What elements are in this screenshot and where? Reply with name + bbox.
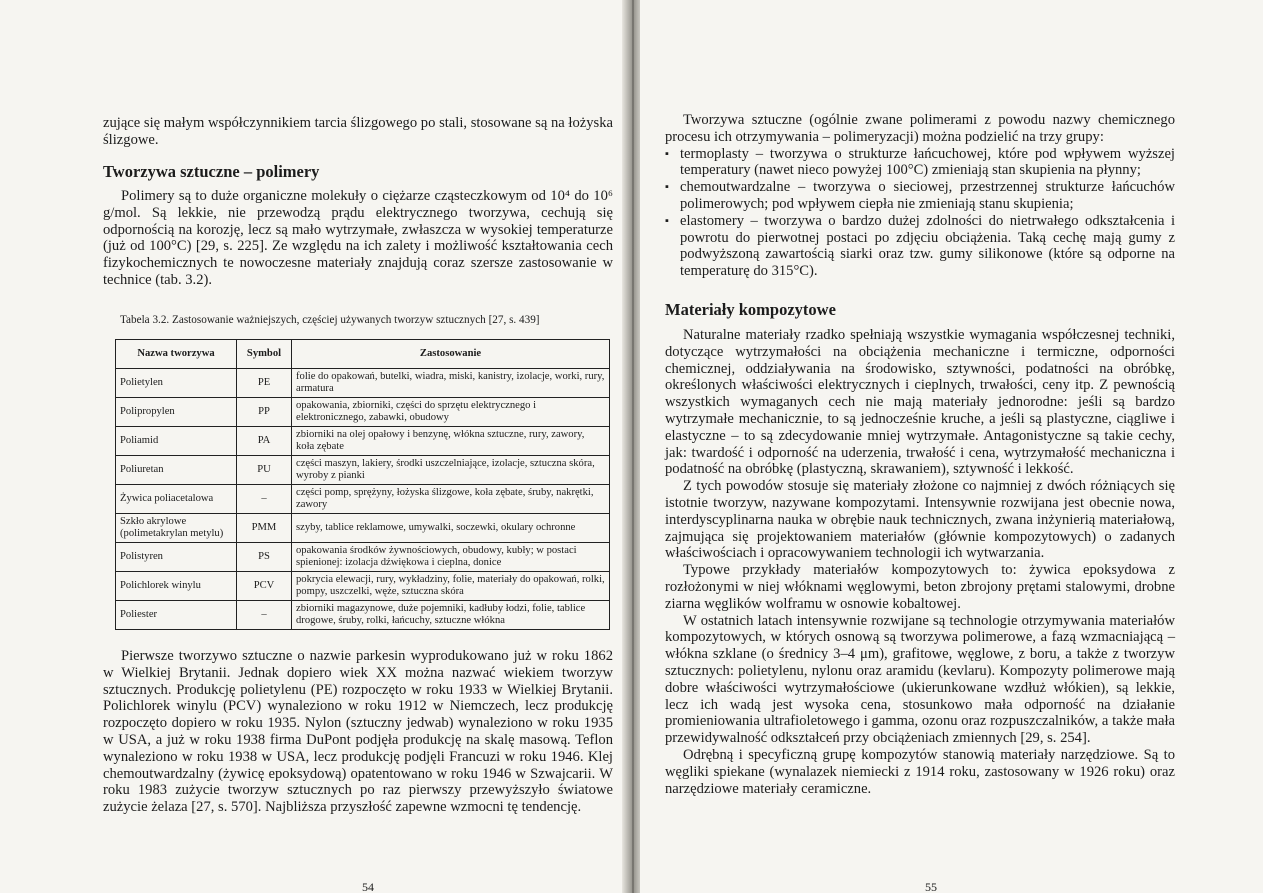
- table-cell-name: Szkło akrylowe (polimetakrylan metylu): [116, 514, 237, 543]
- table-cell-use: części maszyn, lakiery, środki uszczelniające, izolacje, sztuczna skóra, wyroby z pianki: [292, 456, 610, 485]
- history-paragraph: [103, 648, 613, 816]
- table-cell-use: pokrycia elewacji, rury, wykładziny, folie, materiały do opakowań, rolki, pompy, uszczelki, węże, sztuczna skóra: [292, 572, 610, 601]
- table-cell-name: Poliuretan: [116, 456, 237, 485]
- table-row: [116, 543, 610, 572]
- paragraph: Polimery są to duże organiczne molekuły o ciężarze cząsteczkowym od 10⁴ do 10⁶ g/mol. Są lekkie, nie przewodzą prądu elektrycznego tworzywa, cechują się odpornością na korozję, lecz są mało wytrzymałe, zwłaszcza w wysokiej temperaturze (już od 100°C) [29, s. 225]. Ze względu na ich zalety i możliwość kształtowania cech fizykochemicznych te nowoczesne materiały znajdują coraz szersze zastosowanie w technice (tab. 3.2).: [103, 188, 613, 288]
- table-row: [116, 514, 610, 543]
- page-number-right: 55: [925, 880, 937, 893]
- table-header: Nazwa tworzywa: [116, 340, 237, 369]
- polymers-paragraph: [103, 188, 613, 289]
- section-heading-polymers: Tworzywa sztuczne – polimery: [103, 162, 320, 181]
- polymer-groups-list: [665, 146, 1175, 280]
- paragraph: Naturalne materiały rzadko spełniają wszystkie wymagania współczesnej techniki, dotyczące wytrzymałości na obciążenia mechaniczne i termiczne, odporności chemicznej, oddziaływania na środowisko, sztywności, podatności na obróbkę, określonych właściwości elektrycznych i cieplnych, trwałości, ceny itp. Z pewnością wszystkich wymaganych cech nie mają materiały jednorodne: jeśli są bardzo wytrzymałe mechanicznie, to są jednocześnie kruche, a jeśli są plastyczne, ciągliwe i elastyczne – to są zdecydowanie mniej wytrzymałe. Antagonistyczne są takie cechy, jak: twardość i odporność na uderzenia, trwałość i cena, wytrzymałość mechaniczna i podatność na obróbkę (plastyczną, skrawaniem), sztywność i lekkość.: [665, 327, 1175, 478]
- paragraph: Pierwsze tworzywo sztuczne o nazwie parkesin wyprodukowano już w roku 1862 w Wielkiej Brytanii. Jednak dopiero wiek XX można nazwać wiekiem tworzyw sztucznych. Produkcję polietylenu (PE) rozpoczęto w roku 1933 w Wielkiej Brytanii. Polichlorek winylu (PCV) wynaleziono w roku 1912 w Niemczech, lecz produkcję rozpoczęto dopiero w roku 1935. Nylon (sztuczny jedwab) wynaleziono w roku 1935 w USA, a już w roku 1938 firma DuPont podjęła produkcję na skalę masową. Teflon wynaleziono w roku 1938 w USA, lecz produkcję podjęli Francuzi w roku 1946. Klej chemoutwardzalny (żywicę epoksydową) opatentowano w roku 1946 w Szwajcarii. W roku 1983 zużycie tworzyw sztucznych po raz pierwszy przewyższyło światowe zużycie żelaza [27, s. 570]. Najbliższa przyszłość zapewne wzmocni tę tendencję.: [103, 648, 613, 816]
- table-row: [116, 485, 610, 514]
- page-number-left: 54: [362, 880, 374, 893]
- table-cell-symbol: PP: [237, 398, 292, 427]
- table-row: [116, 456, 610, 485]
- table-cell-name: Polichlorek winylu: [116, 572, 237, 601]
- table-cell-symbol: PS: [237, 543, 292, 572]
- table-header: Symbol: [237, 340, 292, 369]
- table-header: Zastosowanie: [292, 340, 610, 369]
- table-cell-symbol: PE: [237, 369, 292, 398]
- list-item: ▪ elastomery – tworzywa o bardzo dużej zdolności do nietrwałego odkształcenia i powrotu do pierwotnej postaci po zdjęciu obciążenia. Taką cechę mają gumy z podwyższoną zawartością siarki oraz tzw. gumy silikonowe (które są odporne na temperaturę do 315°C).: [665, 213, 1175, 280]
- table-row: [116, 369, 610, 398]
- paragraph: Typowe przykłady materiałów kompozytowych to: żywica epoksydowa z rozłożonymi w niej włóknami węglowymi, beton zbrojony prętami stalowymi, drobne ziarna węglików wolframu w osnowie kobaltowej.: [665, 562, 1175, 612]
- table-caption: Tabela 3.2. Zastosowanie ważniejszych, częściej używanych tworzyw sztucznych [27, s. 439]: [120, 314, 540, 326]
- table-cell-use: folie do opakowań, butelki, wiadra, miski, kanistry, izolacje, worki, rury, armatura: [292, 369, 610, 398]
- paragraph: Tworzywa sztuczne (ogólnie zwane polimerami z powodu nazwy chemicznego procesu ich otrzymywania – polimeryzacji) można podzielić na trzy grupy:: [665, 112, 1175, 145]
- left-page: [0, 0, 628, 893]
- right-page: [640, 0, 1263, 893]
- table-cell-symbol: PMM: [237, 514, 292, 543]
- table-cell-symbol: PA: [237, 427, 292, 456]
- table-cell-use: opakowania, zbiorniki, części do sprzętu elektrycznego i elektronicznego, zabawki, obudowy: [292, 398, 610, 427]
- table-cell-name: Polipropylen: [116, 398, 237, 427]
- table-cell-symbol: –: [237, 601, 292, 630]
- table-row: [116, 398, 610, 427]
- left-intro-paragraph: [103, 115, 613, 149]
- plastics-usage-table: [115, 339, 610, 630]
- table-cell-use: zbiorniki magazynowe, duże pojemniki, kadłuby łodzi, folie, tablice drogowe, śruby, rolki, łańcuchy, sztuczne włókna: [292, 601, 610, 630]
- table-cell-use: zbiorniki na olej opałowy i benzynę, włókna sztuczne, rury, zawory, koła zębate: [292, 427, 610, 456]
- paragraph: Odrębną i specyficzną grupę kompozytów stanowią materiały narzędziowe. Są to węgliki spiekane (wynalazek niemiecki z 1914 roku, zastosowany w 1926 roku) oraz narzędziowe materiały ceramiczne.: [665, 746, 1175, 797]
- composites-text: [665, 327, 1175, 797]
- paragraph: W ostatnich latach intensywnie rozwijane są technologie otrzymywania materiałów kompozytowych, w których osnową są tworzywa polimerowe, a fazą wzmacniającą – włókna szklane (o średnicy 3–4 μm), grafitowe, węglowe, z boru, a także z tworzyw sztucznych: polietylenu, nylonu oraz aramidu (kevlaru). Kompozyty polimerowe mają dobre właściwości wytrzymałościowe (ukierunkowane wzdłuż włókien), są lekkie, lecz ich wadą jest wysoka cena, stosunkowo mała odporność na działanie promieniowania ultrafioletowego i gamma, ozonu oraz rozpuszczalników, a także mała przewidywalność odkształceń przy obciążeniach zmiennych [29, s. 254].: [665, 612, 1175, 747]
- table-cell-symbol: –: [237, 485, 292, 514]
- table-row: [116, 427, 610, 456]
- section-heading-composites: Materiały kompozytowe: [665, 300, 836, 319]
- table-cell-name: Poliester: [116, 601, 237, 630]
- list-item: ▪ chemoutwardzalne – tworzywa o sieciowej, przestrzennej strukturze łańcuchów polimerowych; pod wpływem ciepła nie zmieniają stanu skupienia;: [665, 179, 1175, 213]
- table-cell-use: szyby, tablice reklamowe, umywalki, soczewki, okulary ochronne: [292, 514, 610, 543]
- classification-block: [665, 112, 1175, 280]
- table-cell-name: Polietylen: [116, 369, 237, 398]
- table-cell-name: Żywica poliacetalowa: [116, 485, 237, 514]
- list-item: ▪ termoplasty – tworzywa o strukturze łańcuchowej, które pod wpływem wyższej temperatury (nawet nieco powyżej 100°C) zmieniają stan skupienia na płynny;: [665, 146, 1175, 180]
- table-row: [116, 601, 610, 630]
- table-cell-use: części pomp, sprężyny, łożyska ślizgowe, koła zębate, śruby, nakrętki, zawory: [292, 485, 610, 514]
- table-cell-symbol: PCV: [237, 572, 292, 601]
- table-row: [116, 572, 610, 601]
- intro-text: zujące się małym współczynnikiem tarcia ślizgowego po stali, stosowane są na łożyska ślizgowe.: [103, 115, 613, 148]
- table-cell-use: opakowania środków żywnościowych, obudowy, kubły; w postaci spienionej: izolacja dźwiękowa i cieplna, donice: [292, 543, 610, 572]
- paragraph: Z tych powodów stosuje się materiały złożone co najmniej z dwóch różniących się istotnie tworzyw, nazywane kompozytami. Intensywnie rozwijana jest obecnie nowa, interdyscyplinarna nauka w obrębie nauk technicznych, zwana inżynierią materiałową, zajmująca się projektowaniem materiałów (głównie kompozytowych) o zadanych właściwościach i opracowywaniem technologii ich wytwarzania.: [665, 478, 1175, 562]
- table-cell-symbol: PU: [237, 456, 292, 485]
- table-cell-name: Poliamid: [116, 427, 237, 456]
- table-cell-name: Polistyren: [116, 543, 237, 572]
